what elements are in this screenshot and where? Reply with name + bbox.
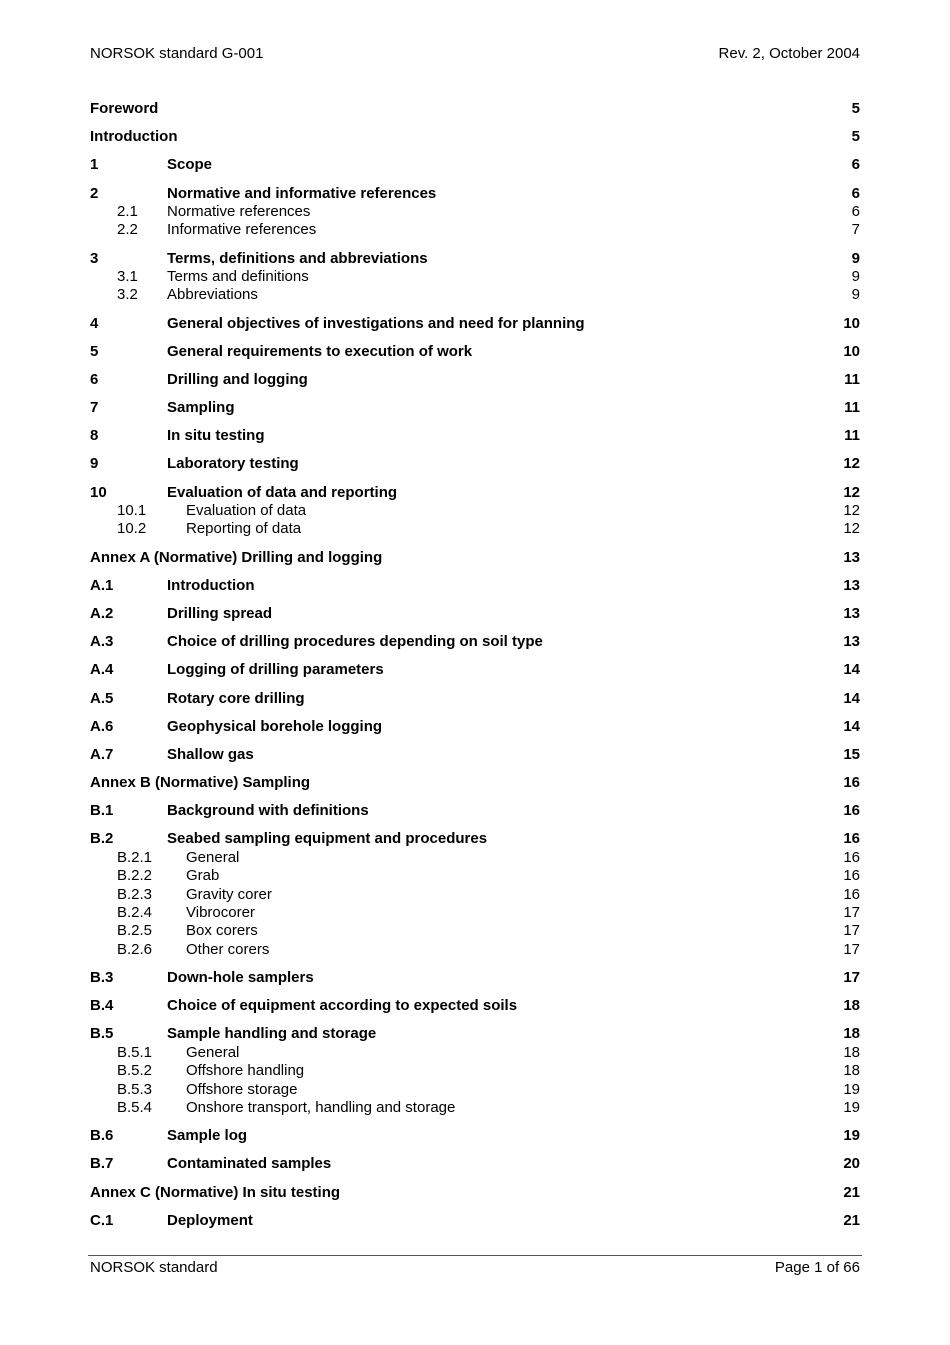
toc-entry-title: Down-hole samplers bbox=[167, 969, 314, 986]
toc-entry[interactable] bbox=[90, 605, 860, 623]
toc-entry-number: B.2.5 bbox=[117, 922, 153, 940]
toc-entry-number: A.1 bbox=[90, 576, 114, 594]
toc-entry-title: Normative and informative references bbox=[167, 184, 437, 202]
toc-entry-number: 4 bbox=[90, 314, 99, 332]
toc-entry-page: 9 bbox=[851, 286, 860, 304]
toc-entry-number: 2 bbox=[90, 184, 99, 202]
toc-entry-title: Annex A (Normative) Drilling and logging bbox=[90, 548, 383, 566]
toc-entry[interactable] bbox=[90, 455, 860, 473]
toc-entry-title: Geophysical borehole logging bbox=[167, 717, 383, 735]
toc-entry-number: A.3 bbox=[90, 633, 114, 651]
toc-entry[interactable] bbox=[90, 1212, 860, 1230]
toc-entry-page: 9 bbox=[851, 267, 860, 285]
toc-entry-page: 14 bbox=[843, 661, 860, 679]
toc-entry-page: 13 bbox=[843, 576, 860, 594]
toc-entry[interactable] bbox=[90, 268, 860, 286]
toc-entry-title: Background with definitions bbox=[167, 802, 369, 820]
toc-entry-title: Gravity corer bbox=[186, 885, 272, 903]
toc-entry-page: 11 bbox=[844, 427, 860, 445]
toc-entry-title: Laboratory testing bbox=[167, 455, 299, 473]
toc-entry[interactable] bbox=[90, 371, 860, 389]
toc-entry-page: 21 bbox=[843, 1183, 860, 1201]
toc-entry[interactable] bbox=[90, 1081, 860, 1099]
toc-entry[interactable] bbox=[90, 221, 860, 239]
toc-entry[interactable] bbox=[90, 1025, 860, 1043]
toc-entry[interactable] bbox=[90, 484, 860, 502]
toc-entry-page: 12 bbox=[843, 520, 860, 538]
toc-entry-page: 13 bbox=[843, 604, 860, 622]
footer-page-number: Page 1 of 66 bbox=[774, 1259, 860, 1276]
toc-entry-number: 3.1 bbox=[117, 267, 138, 285]
page-header bbox=[90, 45, 860, 62]
toc-entry[interactable] bbox=[90, 774, 860, 792]
toc-entry-page: 17 bbox=[843, 904, 860, 922]
toc-entry-page: 7 bbox=[851, 221, 860, 239]
toc-entry[interactable] bbox=[90, 886, 860, 904]
toc-entry-number: B.5.2 bbox=[117, 1062, 153, 1080]
toc-entry-number: 9 bbox=[90, 455, 99, 473]
toc-entry-page: 12 bbox=[843, 455, 860, 473]
toc-entry-page: 19 bbox=[843, 1098, 860, 1116]
toc-entry-title: In situ testing bbox=[167, 427, 265, 445]
toc-entry-page: 16 bbox=[843, 774, 860, 792]
toc-entry-page: 21 bbox=[843, 1211, 860, 1229]
toc-entry[interactable] bbox=[90, 549, 860, 567]
toc-entry-title: Sample log bbox=[167, 1127, 248, 1145]
toc-entry[interactable] bbox=[90, 315, 860, 333]
toc-entry[interactable] bbox=[90, 1099, 860, 1117]
toc-entry-page: 11 bbox=[844, 399, 860, 417]
toc-entry-number: B.7 bbox=[90, 1155, 114, 1173]
toc-entry-title: Annex C (Normative) In situ testing bbox=[90, 1183, 341, 1201]
header-doc-title: NORSOK standard G-001 bbox=[90, 45, 264, 62]
toc-entry-page: 18 bbox=[843, 1062, 860, 1080]
toc-entry-page: 17 bbox=[843, 940, 860, 958]
toc-entry-page: 16 bbox=[843, 802, 860, 820]
toc-entry-title: Logging of drilling parameters bbox=[167, 661, 384, 679]
toc-entry-title: Annex B (Normative) Sampling bbox=[90, 774, 311, 792]
toc-entry[interactable] bbox=[90, 128, 860, 146]
toc-entry[interactable] bbox=[90, 1127, 860, 1145]
toc-entry-number: 10.1 bbox=[117, 502, 147, 520]
toc-entry-page: 15 bbox=[843, 745, 860, 763]
toc-entry-number: B.5 bbox=[90, 1025, 114, 1043]
toc-entry-number: 6 bbox=[90, 370, 99, 388]
toc-entry-title: Reporting of data bbox=[186, 520, 302, 538]
toc-entry-page: 5 bbox=[851, 128, 860, 146]
toc-entry-number: A.6 bbox=[90, 717, 114, 735]
toc-entry[interactable] bbox=[90, 203, 860, 221]
toc-entry-title: Evaluation of data and reporting bbox=[167, 483, 398, 501]
toc-entry-page: 14 bbox=[843, 717, 860, 735]
toc-entry[interactable] bbox=[90, 1184, 860, 1202]
toc-entry-number: 2.2 bbox=[117, 221, 138, 239]
toc-entry-title: Offshore storage bbox=[186, 1080, 298, 1098]
toc-entry-page: 6 bbox=[851, 202, 860, 220]
toc-entry-number: 8 bbox=[90, 427, 99, 445]
toc-entry-page: 14 bbox=[843, 689, 860, 707]
toc-entry-title: Foreword bbox=[90, 100, 159, 117]
toc-entry-page: 18 bbox=[843, 1025, 860, 1043]
toc-entry-title: Choice of drilling procedures depending on soil type bbox=[167, 633, 543, 651]
toc-entry-title: Sample handling and storage bbox=[167, 1025, 377, 1043]
toc-entry-title: Grab bbox=[186, 867, 220, 885]
footer-divider bbox=[88, 1255, 862, 1256]
toc-entry[interactable] bbox=[90, 399, 860, 417]
toc-entry-title: Offshore handling bbox=[186, 1062, 305, 1080]
footer-doc-name: NORSOK standard bbox=[90, 1259, 218, 1276]
toc-entry[interactable] bbox=[90, 718, 860, 736]
toc-entry[interactable] bbox=[90, 156, 860, 174]
toc-entry-title: Shallow gas bbox=[167, 745, 254, 763]
toc-entry-title: Rotary core drilling bbox=[167, 689, 305, 707]
toc-entry-title: Informative references bbox=[167, 221, 317, 239]
toc-entry[interactable] bbox=[90, 100, 860, 118]
toc-entry-title: General bbox=[186, 848, 240, 866]
toc-entry-page: 5 bbox=[851, 100, 860, 117]
toc-entry-number: B.1 bbox=[90, 802, 114, 820]
toc-entry-number: 2.1 bbox=[117, 202, 138, 220]
toc-entry-title: Terms and definitions bbox=[167, 267, 309, 285]
toc-entry-title: Box corers bbox=[186, 922, 258, 940]
toc-entry-page: 12 bbox=[843, 483, 860, 501]
toc-entry-number: 10.2 bbox=[117, 520, 147, 538]
toc-entry[interactable] bbox=[90, 690, 860, 708]
toc-entry[interactable] bbox=[90, 250, 860, 268]
toc-entry-number: A.5 bbox=[90, 689, 114, 707]
toc-entry-page: 16 bbox=[843, 830, 860, 848]
toc-entry-page: 13 bbox=[843, 548, 860, 566]
toc-entry-number: B.5.4 bbox=[117, 1098, 153, 1116]
toc-entry[interactable] bbox=[90, 577, 860, 595]
toc-entry[interactable] bbox=[90, 286, 860, 304]
toc-entry[interactable] bbox=[90, 1044, 860, 1062]
toc-entry-number: B.3 bbox=[90, 969, 114, 986]
toc-entry-number: B.2.3 bbox=[117, 885, 153, 903]
toc-entry-number: A.2 bbox=[90, 604, 114, 622]
toc-entry-number: 7 bbox=[90, 399, 99, 417]
toc-entry-title: Contaminated samples bbox=[167, 1155, 332, 1173]
toc-entry-title: General objectives of investigations and need for planning bbox=[167, 314, 585, 332]
toc-entry-page: 12 bbox=[843, 502, 860, 520]
toc-entry-number: C.1 bbox=[90, 1211, 114, 1229]
toc-entry[interactable] bbox=[90, 904, 860, 922]
toc-entry-title: Vibrocorer bbox=[186, 904, 255, 922]
toc-entry[interactable] bbox=[90, 185, 860, 203]
toc-entry-title: Drilling spread bbox=[167, 604, 273, 622]
toc-entry-page: 6 bbox=[851, 156, 860, 174]
toc-entry-title: Sampling bbox=[167, 399, 235, 417]
toc-entry-number: A.7 bbox=[90, 745, 114, 763]
toc-entry-page: 17 bbox=[843, 969, 860, 986]
toc-entry[interactable] bbox=[90, 520, 860, 538]
toc-entry-title: General bbox=[186, 1043, 240, 1061]
toc-entry-number: B.2.2 bbox=[117, 867, 153, 885]
toc-entry[interactable] bbox=[90, 1062, 860, 1080]
toc-entry-number: 5 bbox=[90, 342, 99, 360]
toc-entry[interactable] bbox=[90, 867, 860, 885]
toc-entry-number: A.4 bbox=[90, 661, 114, 679]
toc-entry-number: 3.2 bbox=[117, 286, 138, 304]
toc-entry[interactable] bbox=[90, 343, 860, 361]
toc-entry-page: 10 bbox=[843, 342, 860, 360]
toc-entry[interactable] bbox=[90, 830, 860, 848]
toc-entry[interactable] bbox=[90, 849, 860, 867]
toc-entry-number: 1 bbox=[90, 156, 99, 174]
toc-entry-title: Drilling and logging bbox=[167, 370, 308, 388]
table-of-contents bbox=[90, 100, 860, 1230]
toc-entry-title: Introduction bbox=[167, 576, 255, 594]
toc-entry-number: B.2.4 bbox=[117, 904, 153, 922]
toc-entry[interactable] bbox=[90, 802, 860, 820]
toc-entry-title: Terms, definitions and abbreviations bbox=[167, 249, 428, 267]
toc-entry-title: Other corers bbox=[186, 940, 270, 958]
toc-entry-number: B.2.6 bbox=[117, 940, 153, 958]
toc-entry-number: B.5.1 bbox=[117, 1043, 153, 1061]
toc-entry-page: 10 bbox=[843, 314, 860, 332]
toc-entry-title: Abbreviations bbox=[167, 286, 258, 304]
toc-entry-number: B.2 bbox=[90, 830, 114, 848]
toc-entry-page: 16 bbox=[843, 848, 860, 866]
toc-entry-page: 19 bbox=[843, 1080, 860, 1098]
toc-entry-number: 3 bbox=[90, 249, 99, 267]
toc-entry[interactable] bbox=[90, 633, 860, 651]
toc-entry-number: B.5.3 bbox=[117, 1080, 153, 1098]
toc-entry-page: 19 bbox=[843, 1127, 860, 1145]
toc-entry-page: 9 bbox=[851, 249, 860, 267]
toc-entry-page: 16 bbox=[843, 867, 860, 885]
toc-entry[interactable] bbox=[90, 922, 860, 940]
toc-entry-page: 20 bbox=[843, 1155, 860, 1173]
toc-entry-title: Introduction bbox=[90, 128, 178, 146]
toc-entry[interactable] bbox=[90, 661, 860, 679]
toc-entry-number: B.2.1 bbox=[117, 848, 153, 866]
toc-entry-title: Deployment bbox=[167, 1211, 253, 1229]
toc-entry-page: 6 bbox=[851, 184, 860, 202]
toc-entry[interactable] bbox=[90, 997, 860, 1015]
toc-entry-page: 13 bbox=[843, 633, 860, 651]
toc-entry-title: Seabed sampling equipment and procedures bbox=[167, 830, 488, 848]
toc-entry-title: Scope bbox=[167, 156, 213, 174]
toc-entry[interactable] bbox=[90, 1155, 860, 1173]
toc-entry-page: 18 bbox=[843, 997, 860, 1015]
toc-entry-title: Onshore transport, handling and storage bbox=[186, 1098, 456, 1116]
toc-entry-number: 10 bbox=[90, 483, 107, 501]
toc-entry-title: General requirements to execution of work bbox=[167, 342, 473, 360]
toc-entry[interactable] bbox=[90, 427, 860, 445]
toc-entry-title: Choice of equipment according to expected soils bbox=[167, 997, 518, 1015]
toc-entry-page: 16 bbox=[843, 885, 860, 903]
toc-entry-page: 17 bbox=[843, 922, 860, 940]
toc-entry-page: 18 bbox=[843, 1043, 860, 1061]
header-revision: Rev. 2, October 2004 bbox=[718, 45, 860, 62]
toc-entry[interactable] bbox=[90, 746, 860, 764]
toc-entry-title: Normative references bbox=[167, 202, 311, 220]
toc-entry-title: Evaluation of data bbox=[186, 502, 307, 520]
toc-entry[interactable] bbox=[90, 969, 860, 987]
toc-entry-page: 11 bbox=[844, 370, 860, 388]
toc-entry[interactable] bbox=[90, 941, 860, 959]
toc-entry-number: B.4 bbox=[90, 997, 114, 1015]
page-footer bbox=[90, 1259, 860, 1276]
toc-entry[interactable] bbox=[90, 502, 860, 520]
toc-entry-number: B.6 bbox=[90, 1127, 114, 1145]
